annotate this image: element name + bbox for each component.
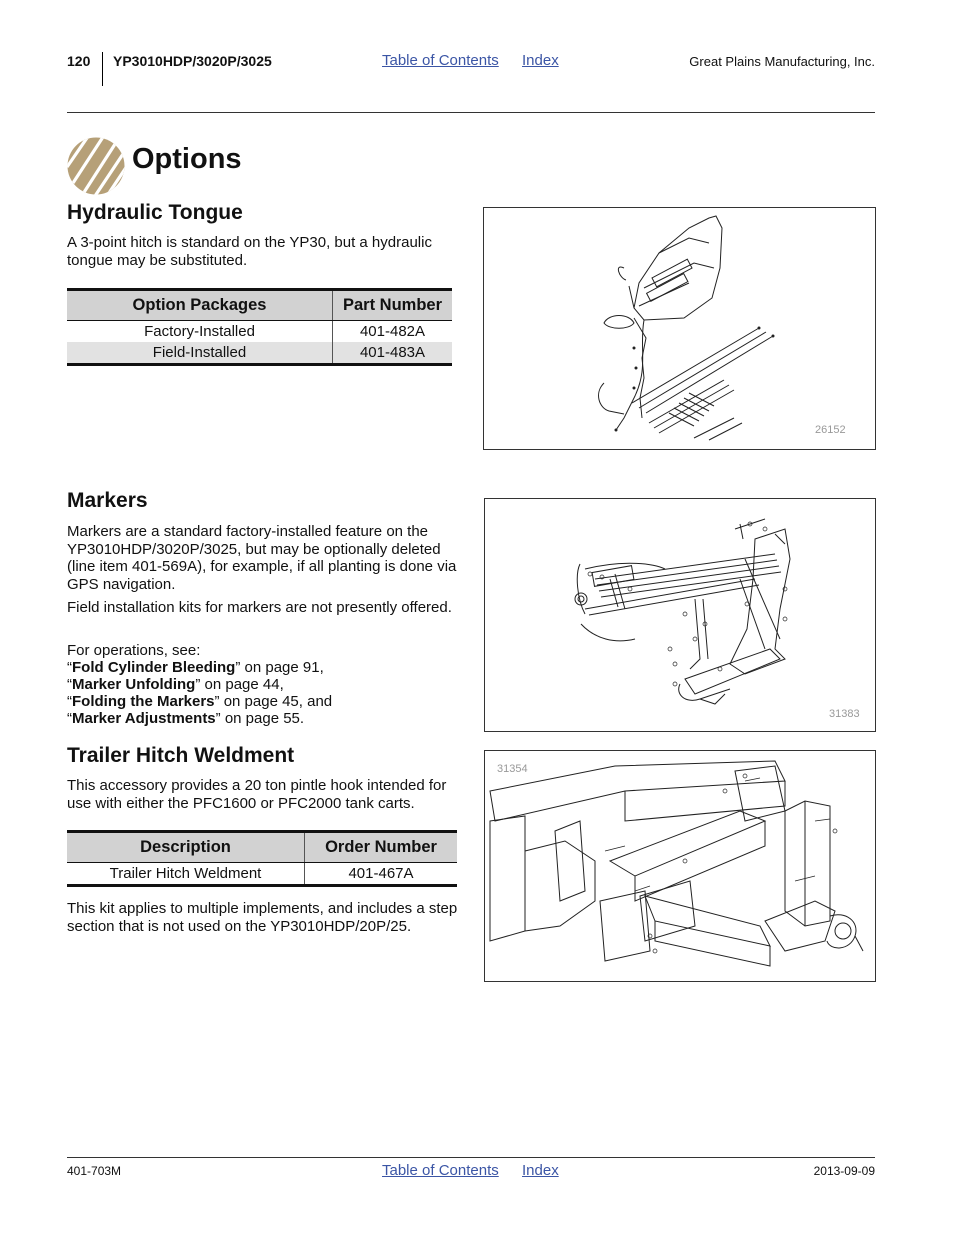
markers-text-1: Markers are a standard factory-installed feature on the YP3010HDP/3020P/3025, but may be optionally deleted (line item 401-569A), for example, if all planting is done via GPS navigation. [67,523,457,593]
header-rule [67,112,875,113]
hydraulic-tongue-text: A 3-point hitch is standard on the YP30, but a hydraulic tongue may be substituted. [67,234,432,269]
markers-ref-3: “Folding the Markers” on page 45, and [67,693,333,710]
footer-rule [67,1157,875,1158]
section-logo-icon [67,137,125,195]
table-cell: 401-483A [333,342,453,365]
markers-text-2: Field installation kits for markers are not presently offered. [67,599,452,616]
markers-ops-intro: For operations, see: [67,642,201,659]
header-divider [102,52,103,86]
markers-drawing [485,499,875,731]
heading-trailer-hitch: Trailer Hitch Weldment [67,744,295,767]
table-header: Part Number [333,290,453,321]
model-name: YP3010HDP/3020P/3025 [113,53,272,69]
markers-figure [484,498,876,732]
hydraulic-tongue-drawing [484,208,875,449]
hydraulic-tongue-table [67,288,452,366]
page-number: 120 [67,53,91,69]
markers-ref-2: “Marker Unfolding” on page 44, [67,676,284,693]
figure-number: 26152 [815,424,846,436]
index-link-header[interactable]: Index [522,52,559,69]
figure-number: 31383 [829,708,860,720]
markers-ref-1: “Fold Cylinder Bleeding” on page 91, [67,659,324,676]
index-link-footer[interactable]: Index [522,1162,559,1179]
table-header: Order Number [305,832,458,863]
hydraulic-tongue-figure [483,207,876,450]
figure-number: 31354 [497,763,528,775]
trailer-hitch-table [67,830,457,887]
table-row [67,863,457,886]
toc-link-footer[interactable]: Table of Contents [382,1162,499,1179]
markers-ref-4: “Marker Adjustments” on page 55. [67,710,305,727]
table-cell: Factory-Installed [144,323,255,340]
table-header: Option Packages [67,290,333,321]
table-row [67,321,452,343]
heading-hydraulic-tongue: Hydraulic Tongue [67,201,243,224]
trailer-hitch-note: This kit applies to multiple implements, and includes a step section that is not used on the YP3010HDP/20P/25. [67,900,458,935]
trailer-hitch-figure [484,750,876,982]
table-row [67,342,452,365]
company-name: Great Plains Manufacturing, Inc. [689,54,875,69]
document-number: 401-703M [67,1164,122,1178]
table-cell: Field-Installed [67,342,333,365]
publication-date: 2013-09-09 [813,1164,875,1178]
table-cell: 401-467A [305,863,458,886]
table-header: Description [67,832,305,863]
trailer-hitch-text: This accessory provides a 20 ton pintle hook intended for use with either the PFC1600 or PFC2000 tank carts. [67,777,447,812]
trailer-hitch-drawing [485,751,875,981]
table-cell: 401-482A [333,321,453,343]
toc-link-header[interactable]: Table of Contents [382,52,499,69]
heading-markers: Markers [67,489,148,512]
page-title: Options [132,143,242,175]
table-cell: Trailer Hitch Weldment [67,863,305,886]
